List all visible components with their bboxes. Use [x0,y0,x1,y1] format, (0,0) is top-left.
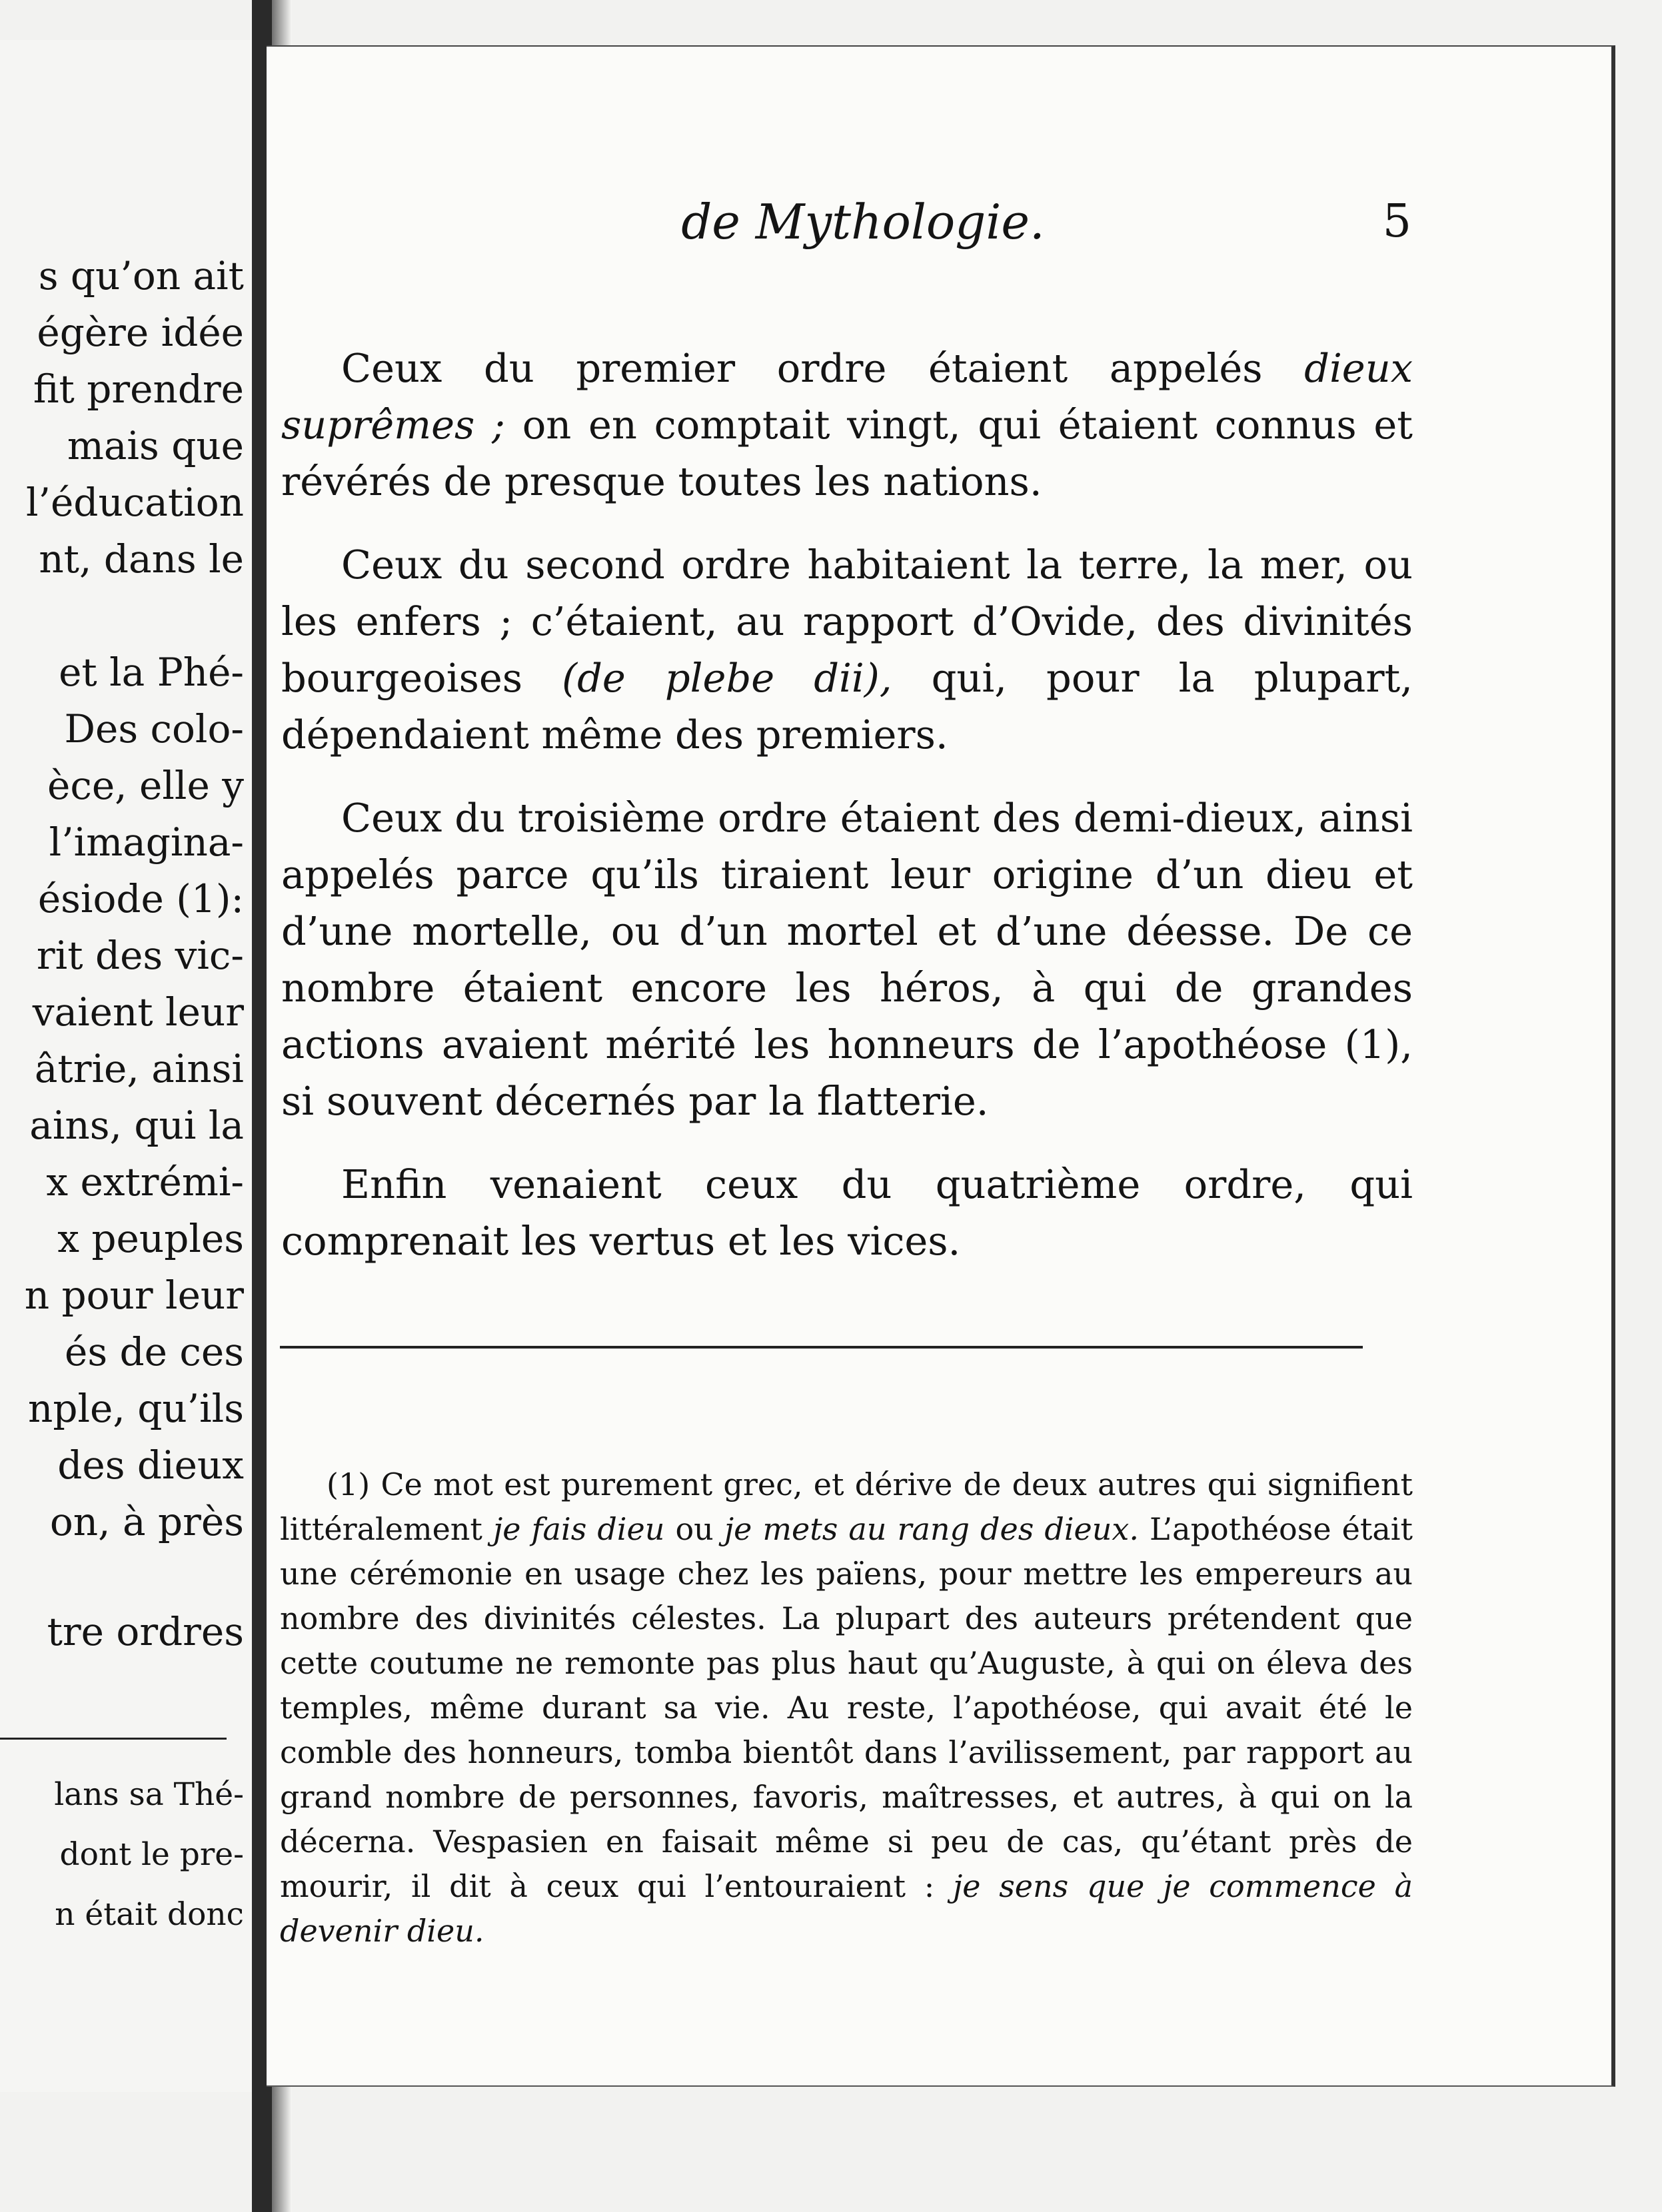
left-text-line: l’imagina- [49,820,244,865]
left-text-line: l’éducation [26,480,244,525]
page-header [267,192,1611,252]
left-page [0,40,252,2092]
page-number: 5 [1382,195,1411,248]
left-text-line: ésiode (1): [37,876,244,921]
left-text-line: fit prendre [33,366,244,412]
left-text-line: tre ordres [47,1609,244,1654]
left-text-line: èce, elle y [47,763,244,808]
footnote-emphasis: je sens que je commence à devenir dieu. [280,1868,1413,1949]
left-text-line: s qu’on ait [38,253,244,298]
footnote [280,1462,1413,1953]
left-text-line: és de ces [65,1329,244,1375]
main-text [281,340,1413,1296]
left-text-line: Des colo- [64,706,244,752]
left-text-line: nple, qu’ils [27,1386,244,1431]
footnote-rule [280,1346,1363,1349]
left-text-line: rit des vic- [36,933,244,978]
paragraph [281,536,1413,763]
paragraph-text: Ceux du premier ordre étaient appelés [341,345,1305,391]
footnote-emphasis: je mets au rang des dieux. [724,1511,1139,1547]
left-text-line: n pour leur [24,1273,244,1318]
paragraph-text: on en comptait vingt, qui étaient connus et révérés de presque toutes les nations. [281,402,1413,504]
left-footnote-line: dont le pre- [59,1836,244,1873]
paragraph-text: Ceux du troisième ordre étaient des demi-dieux, ainsi appelés parce qu’ils tiraient leur origine d’un dieu et d’une mortelle, ou d’un mortel et d’une déesse. De ce nombre étaient encore les héros, à qui de grandes actions avaient mérité les honneurs de l’apothéose (1), si souvent décernés par la flatterie. [281,795,1413,1124]
footnote-text-part: (1) Ce mot est purement grec, et dérive de deux autres qui signifient littéralement [280,1466,1413,1547]
left-text-line: x extrémi- [46,1159,244,1205]
left-text-line: vaient leur [32,989,244,1035]
left-text-line: on, à près [49,1499,244,1544]
footnote-emphasis: je fais dieu [492,1511,665,1547]
left-text-line: âtrie, ainsi [34,1046,244,1091]
running-title: de Mythologie. [681,194,1045,250]
paragraph [281,1156,1413,1269]
left-footnote-rule [0,1738,227,1740]
paragraph-text: qui, pour la plupart, dépendaient même des premiers. [281,655,1413,758]
paragraph-text: Ceux du second ordre habitaient la terre, la mer, ou les enfers ; c’étaient, au rapport d’Ovide, des divinités bourgeoises [281,542,1413,701]
left-text-line: x peuples [57,1216,244,1261]
paragraph-text: Enfin venaient ceux du quatrième ordre, qui comprenait les vertus et les vices. [281,1161,1413,1264]
right-page [267,45,1615,2087]
paragraph [281,340,1413,510]
left-footnote-line: lans sa Thé- [54,1776,244,1813]
footnote-text [280,1462,1413,1953]
left-text-line: des dieux [57,1442,244,1488]
paragraph [281,790,1413,1129]
left-text-line: ains, qui la [29,1103,244,1148]
left-text-line: et la Phé- [59,650,244,695]
paragraph-emphasis: dieux suprêmes ; [281,345,1413,448]
left-text-line: nt, dans le [39,536,244,582]
paragraph-emphasis: (de plebe dii), [562,655,892,701]
left-footnote-line: n était donc [55,1896,244,1933]
left-text-line: égère idée [37,310,244,355]
left-text-line: mais que [67,423,244,468]
footnote-text-part: L’apothéose était une cérémonie en usage chez les païens, pour mettre les empereurs au nombre des divinités célestes. La plupart des auteurs prétendent que cette coutume ne remonte pas plus haut qu’Auguste, à qui on éleva des temples, même durant sa vie. Au reste, l’apothéose, qui avait été le comble des honneurs, tomba bientôt dans l’avilissement, par rapport au grand nombre de personnes, favoris, maîtresses, et autres, à qui on la décerna. Vespasien en faisait même si peu de cas, qu’étant près de mourir, il dit à ceux qui l’entouraient : [280,1511,1413,1904]
footnote-text-part: ou [664,1511,724,1547]
